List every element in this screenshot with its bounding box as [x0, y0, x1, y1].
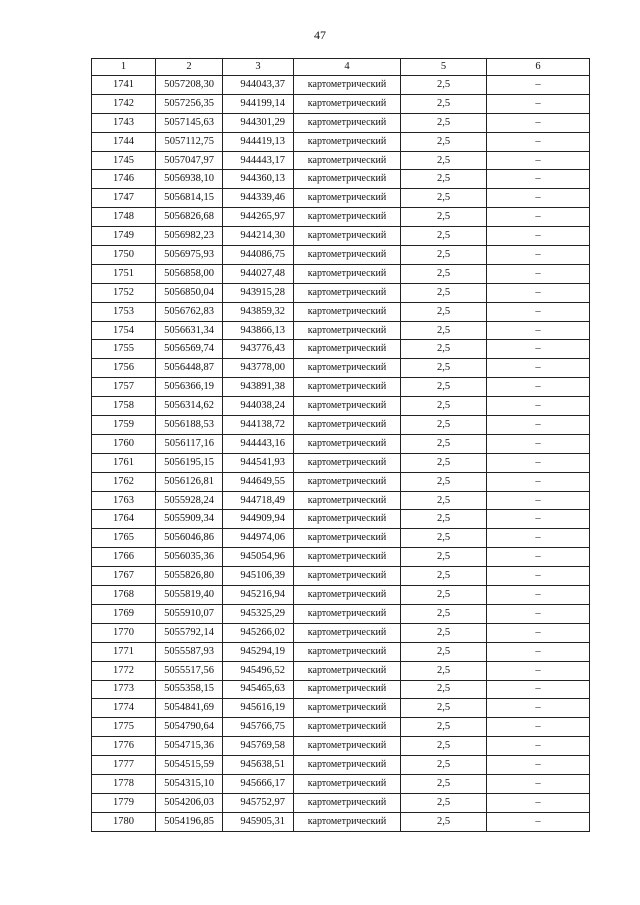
accuracy-cell: 2,5: [401, 264, 487, 283]
table-row: [92, 208, 590, 227]
method-cell: картометрический: [294, 453, 401, 472]
method-cell: картометрический: [294, 378, 401, 397]
method-cell: картометрический: [294, 321, 401, 340]
note-cell: –: [487, 472, 590, 491]
point-number-cell: 1768: [92, 586, 156, 605]
note-cell: –: [487, 113, 590, 132]
point-number-cell: 1767: [92, 567, 156, 586]
x-coordinate-cell: 5057208,30: [156, 76, 223, 95]
table-row: [92, 491, 590, 510]
point-number-cell: 1747: [92, 189, 156, 208]
y-coordinate-cell: 945638,51: [223, 756, 294, 775]
x-coordinate-cell: 5056188,53: [156, 416, 223, 435]
y-coordinate-cell: 943859,32: [223, 302, 294, 321]
table-row: [92, 680, 590, 699]
note-cell: –: [487, 586, 590, 605]
table-row: [92, 94, 590, 113]
accuracy-cell: 2,5: [401, 170, 487, 189]
table-row: [92, 397, 590, 416]
accuracy-cell: 2,5: [401, 189, 487, 208]
x-coordinate-cell: 5056569,74: [156, 340, 223, 359]
accuracy-cell: 2,5: [401, 434, 487, 453]
method-cell: картометрический: [294, 151, 401, 170]
note-cell: –: [487, 642, 590, 661]
accuracy-cell: 2,5: [401, 737, 487, 756]
table-row: [92, 321, 590, 340]
table-row: [92, 359, 590, 378]
point-number-cell: 1744: [92, 132, 156, 151]
accuracy-cell: 2,5: [401, 567, 487, 586]
accuracy-cell: 2,5: [401, 227, 487, 246]
method-cell: картометрический: [294, 359, 401, 378]
point-number-cell: 1746: [92, 170, 156, 189]
x-coordinate-cell: 5055587,93: [156, 642, 223, 661]
table-body: [92, 59, 590, 832]
x-coordinate-cell: 5055928,24: [156, 491, 223, 510]
x-coordinate-cell: 5056858,00: [156, 264, 223, 283]
y-coordinate-cell: 945616,19: [223, 699, 294, 718]
page-number: 47: [314, 28, 326, 42]
note-cell: –: [487, 737, 590, 756]
method-cell: картометрический: [294, 718, 401, 737]
accuracy-cell: 2,5: [401, 94, 487, 113]
x-coordinate-cell: 5057256,35: [156, 94, 223, 113]
note-cell: –: [487, 680, 590, 699]
method-cell: картометрический: [294, 170, 401, 189]
method-cell: картометрический: [294, 529, 401, 548]
note-cell: –: [487, 756, 590, 775]
note-cell: –: [487, 321, 590, 340]
header-cell: 2: [156, 59, 223, 76]
y-coordinate-cell: 944301,29: [223, 113, 294, 132]
y-coordinate-cell: 944086,75: [223, 246, 294, 265]
point-number-cell: 1749: [92, 227, 156, 246]
table-row: [92, 642, 590, 661]
note-cell: –: [487, 302, 590, 321]
method-cell: картометрический: [294, 756, 401, 775]
table-row: [92, 737, 590, 756]
x-coordinate-cell: 5057047,97: [156, 151, 223, 170]
point-number-cell: 1774: [92, 699, 156, 718]
method-cell: картометрический: [294, 264, 401, 283]
y-coordinate-cell: 943778,00: [223, 359, 294, 378]
method-cell: картометрический: [294, 340, 401, 359]
note-cell: –: [487, 548, 590, 567]
x-coordinate-cell: 5056762,83: [156, 302, 223, 321]
table-row: [92, 756, 590, 775]
header-cell: 1: [92, 59, 156, 76]
point-number-cell: 1778: [92, 774, 156, 793]
table-row: [92, 699, 590, 718]
table-row: [92, 340, 590, 359]
coordinates-table: [91, 58, 590, 832]
table-row: [92, 586, 590, 605]
accuracy-cell: 2,5: [401, 623, 487, 642]
method-cell: картометрический: [294, 76, 401, 95]
point-number-cell: 1762: [92, 472, 156, 491]
table-row: [92, 283, 590, 302]
point-number-cell: 1764: [92, 510, 156, 529]
note-cell: –: [487, 208, 590, 227]
x-coordinate-cell: 5055909,34: [156, 510, 223, 529]
y-coordinate-cell: 945216,94: [223, 586, 294, 605]
point-number-cell: 1757: [92, 378, 156, 397]
note-cell: –: [487, 812, 590, 831]
y-coordinate-cell: 944339,46: [223, 189, 294, 208]
note-cell: –: [487, 793, 590, 812]
x-coordinate-cell: 5056826,68: [156, 208, 223, 227]
note-cell: –: [487, 359, 590, 378]
note-cell: –: [487, 378, 590, 397]
y-coordinate-cell: 944038,24: [223, 397, 294, 416]
accuracy-cell: 2,5: [401, 283, 487, 302]
x-coordinate-cell: 5054715,36: [156, 737, 223, 756]
point-number-cell: 1760: [92, 434, 156, 453]
note-cell: –: [487, 76, 590, 95]
method-cell: картометрический: [294, 397, 401, 416]
point-number-cell: 1748: [92, 208, 156, 227]
method-cell: картометрический: [294, 416, 401, 435]
y-coordinate-cell: 943891,38: [223, 378, 294, 397]
note-cell: –: [487, 453, 590, 472]
method-cell: картометрический: [294, 623, 401, 642]
method-cell: картометрический: [294, 737, 401, 756]
note-cell: –: [487, 491, 590, 510]
note-cell: –: [487, 340, 590, 359]
x-coordinate-cell: 5054515,59: [156, 756, 223, 775]
accuracy-cell: 2,5: [401, 529, 487, 548]
table-row: [92, 453, 590, 472]
point-number-cell: 1766: [92, 548, 156, 567]
point-number-cell: 1752: [92, 283, 156, 302]
table-row: [92, 416, 590, 435]
y-coordinate-cell: 944974,06: [223, 529, 294, 548]
point-number-cell: 1769: [92, 604, 156, 623]
method-cell: картометрический: [294, 548, 401, 567]
note-cell: –: [487, 416, 590, 435]
note-cell: –: [487, 283, 590, 302]
x-coordinate-cell: 5056117,16: [156, 434, 223, 453]
method-cell: картометрический: [294, 642, 401, 661]
note-cell: –: [487, 604, 590, 623]
header-cell: 4: [294, 59, 401, 76]
table-row: [92, 132, 590, 151]
accuracy-cell: 2,5: [401, 453, 487, 472]
accuracy-cell: 2,5: [401, 510, 487, 529]
y-coordinate-cell: 944649,55: [223, 472, 294, 491]
accuracy-cell: 2,5: [401, 132, 487, 151]
accuracy-cell: 2,5: [401, 548, 487, 567]
y-coordinate-cell: 945054,96: [223, 548, 294, 567]
method-cell: картометрический: [294, 472, 401, 491]
point-number-cell: 1745: [92, 151, 156, 170]
x-coordinate-cell: 5057112,75: [156, 132, 223, 151]
x-coordinate-cell: 5056195,15: [156, 453, 223, 472]
y-coordinate-cell: 944265,97: [223, 208, 294, 227]
x-coordinate-cell: 5054206,03: [156, 793, 223, 812]
accuracy-cell: 2,5: [401, 246, 487, 265]
note-cell: –: [487, 529, 590, 548]
header-cell: 5: [401, 59, 487, 76]
y-coordinate-cell: 945769,58: [223, 737, 294, 756]
point-number-cell: 1775: [92, 718, 156, 737]
y-coordinate-cell: 944199,14: [223, 94, 294, 113]
table-row: [92, 302, 590, 321]
point-number-cell: 1763: [92, 491, 156, 510]
x-coordinate-cell: 5054315,10: [156, 774, 223, 793]
y-coordinate-cell: 945325,29: [223, 604, 294, 623]
point-number-cell: 1773: [92, 680, 156, 699]
y-coordinate-cell: 944541,93: [223, 453, 294, 472]
point-number-cell: 1780: [92, 812, 156, 831]
method-cell: картометрический: [294, 94, 401, 113]
table-row: [92, 661, 590, 680]
point-number-cell: 1755: [92, 340, 156, 359]
accuracy-cell: 2,5: [401, 208, 487, 227]
accuracy-cell: 2,5: [401, 812, 487, 831]
accuracy-cell: 2,5: [401, 302, 487, 321]
table-row: [92, 774, 590, 793]
method-cell: картометрический: [294, 491, 401, 510]
point-number-cell: 1742: [92, 94, 156, 113]
point-number-cell: 1750: [92, 246, 156, 265]
y-coordinate-cell: 944443,16: [223, 434, 294, 453]
y-coordinate-cell: 943866,13: [223, 321, 294, 340]
point-number-cell: 1759: [92, 416, 156, 435]
table-row: [92, 151, 590, 170]
x-coordinate-cell: 5056850,04: [156, 283, 223, 302]
accuracy-cell: 2,5: [401, 76, 487, 95]
y-coordinate-cell: 945666,17: [223, 774, 294, 793]
table-row: [92, 434, 590, 453]
point-number-cell: 1776: [92, 737, 156, 756]
method-cell: картометрический: [294, 246, 401, 265]
accuracy-cell: 2,5: [401, 586, 487, 605]
x-coordinate-cell: 5055910,07: [156, 604, 223, 623]
x-coordinate-cell: 5056126,81: [156, 472, 223, 491]
header-cell: 3: [223, 59, 294, 76]
note-cell: –: [487, 94, 590, 113]
note-cell: –: [487, 227, 590, 246]
x-coordinate-cell: 5056631,34: [156, 321, 223, 340]
note-cell: –: [487, 661, 590, 680]
method-cell: картометрический: [294, 699, 401, 718]
x-coordinate-cell: 5056366,19: [156, 378, 223, 397]
table-row: [92, 623, 590, 642]
note-cell: –: [487, 567, 590, 586]
y-coordinate-cell: 945266,02: [223, 623, 294, 642]
point-number-cell: 1770: [92, 623, 156, 642]
table-row: [92, 189, 590, 208]
table-row: [92, 567, 590, 586]
note-cell: –: [487, 699, 590, 718]
x-coordinate-cell: 5056035,36: [156, 548, 223, 567]
y-coordinate-cell: 943915,28: [223, 283, 294, 302]
method-cell: картометрический: [294, 283, 401, 302]
point-number-cell: 1761: [92, 453, 156, 472]
note-cell: –: [487, 397, 590, 416]
table-row: [92, 812, 590, 831]
table-row: [92, 264, 590, 283]
table-row: [92, 718, 590, 737]
point-number-cell: 1751: [92, 264, 156, 283]
point-number-cell: 1771: [92, 642, 156, 661]
x-coordinate-cell: 5055358,15: [156, 680, 223, 699]
y-coordinate-cell: 945496,52: [223, 661, 294, 680]
table-row: [92, 227, 590, 246]
x-coordinate-cell: 5055826,80: [156, 567, 223, 586]
table-row: [92, 246, 590, 265]
y-coordinate-cell: 944360,13: [223, 170, 294, 189]
accuracy-cell: 2,5: [401, 491, 487, 510]
note-cell: –: [487, 170, 590, 189]
accuracy-cell: 2,5: [401, 472, 487, 491]
header-cell: 6: [487, 59, 590, 76]
table-row: [92, 76, 590, 95]
point-number-cell: 1758: [92, 397, 156, 416]
method-cell: картометрический: [294, 586, 401, 605]
x-coordinate-cell: 5056982,23: [156, 227, 223, 246]
method-cell: картометрический: [294, 132, 401, 151]
method-cell: картометрический: [294, 208, 401, 227]
y-coordinate-cell: 944909,94: [223, 510, 294, 529]
accuracy-cell: 2,5: [401, 680, 487, 699]
x-coordinate-cell: 5056448,87: [156, 359, 223, 378]
accuracy-cell: 2,5: [401, 321, 487, 340]
note-cell: –: [487, 132, 590, 151]
note-cell: –: [487, 246, 590, 265]
accuracy-cell: 2,5: [401, 756, 487, 775]
x-coordinate-cell: 5054196,85: [156, 812, 223, 831]
note-cell: –: [487, 774, 590, 793]
point-number-cell: 1753: [92, 302, 156, 321]
note-cell: –: [487, 510, 590, 529]
table-row: [92, 472, 590, 491]
accuracy-cell: 2,5: [401, 397, 487, 416]
table-row: [92, 510, 590, 529]
y-coordinate-cell: 945106,39: [223, 567, 294, 586]
accuracy-cell: 2,5: [401, 642, 487, 661]
x-coordinate-cell: 5054790,64: [156, 718, 223, 737]
x-coordinate-cell: 5056814,15: [156, 189, 223, 208]
y-coordinate-cell: 945752,97: [223, 793, 294, 812]
accuracy-cell: 2,5: [401, 793, 487, 812]
accuracy-cell: 2,5: [401, 151, 487, 170]
accuracy-cell: 2,5: [401, 340, 487, 359]
table-row: [92, 113, 590, 132]
point-number-cell: 1756: [92, 359, 156, 378]
x-coordinate-cell: 5055517,56: [156, 661, 223, 680]
point-number-cell: 1741: [92, 76, 156, 95]
y-coordinate-cell: 945766,75: [223, 718, 294, 737]
accuracy-cell: 2,5: [401, 774, 487, 793]
table-header-row: [92, 59, 590, 76]
table-row: [92, 529, 590, 548]
table-row: [92, 604, 590, 623]
x-coordinate-cell: 5055792,14: [156, 623, 223, 642]
method-cell: картометрический: [294, 567, 401, 586]
note-cell: –: [487, 189, 590, 208]
method-cell: картометрический: [294, 189, 401, 208]
method-cell: картометрический: [294, 774, 401, 793]
note-cell: –: [487, 718, 590, 737]
table-row: [92, 793, 590, 812]
y-coordinate-cell: 944043,37: [223, 76, 294, 95]
y-coordinate-cell: 944027,48: [223, 264, 294, 283]
method-cell: картометрический: [294, 793, 401, 812]
x-coordinate-cell: 5057145,63: [156, 113, 223, 132]
table-row: [92, 378, 590, 397]
table-row: [92, 548, 590, 567]
method-cell: картометрический: [294, 113, 401, 132]
point-number-cell: 1772: [92, 661, 156, 680]
point-number-cell: 1765: [92, 529, 156, 548]
method-cell: картометрический: [294, 812, 401, 831]
y-coordinate-cell: 944443,17: [223, 151, 294, 170]
method-cell: картометрический: [294, 680, 401, 699]
y-coordinate-cell: 945294,19: [223, 642, 294, 661]
y-coordinate-cell: 944214,30: [223, 227, 294, 246]
accuracy-cell: 2,5: [401, 661, 487, 680]
method-cell: картометрический: [294, 661, 401, 680]
y-coordinate-cell: 944419,13: [223, 132, 294, 151]
method-cell: картометрический: [294, 434, 401, 453]
method-cell: картометрический: [294, 227, 401, 246]
accuracy-cell: 2,5: [401, 699, 487, 718]
accuracy-cell: 2,5: [401, 604, 487, 623]
point-number-cell: 1743: [92, 113, 156, 132]
accuracy-cell: 2,5: [401, 416, 487, 435]
y-coordinate-cell: 945465,63: [223, 680, 294, 699]
x-coordinate-cell: 5056938,10: [156, 170, 223, 189]
accuracy-cell: 2,5: [401, 113, 487, 132]
accuracy-cell: 2,5: [401, 359, 487, 378]
note-cell: –: [487, 151, 590, 170]
point-number-cell: 1777: [92, 756, 156, 775]
y-coordinate-cell: 945905,31: [223, 812, 294, 831]
note-cell: –: [487, 623, 590, 642]
y-coordinate-cell: 944718,49: [223, 491, 294, 510]
y-coordinate-cell: 944138,72: [223, 416, 294, 435]
x-coordinate-cell: 5056975,93: [156, 246, 223, 265]
method-cell: картометрический: [294, 302, 401, 321]
note-cell: –: [487, 264, 590, 283]
table-row: [92, 170, 590, 189]
y-coordinate-cell: 943776,43: [223, 340, 294, 359]
note-cell: –: [487, 434, 590, 453]
x-coordinate-cell: 5054841,69: [156, 699, 223, 718]
method-cell: картометрический: [294, 510, 401, 529]
accuracy-cell: 2,5: [401, 378, 487, 397]
x-coordinate-cell: 5056314,62: [156, 397, 223, 416]
point-number-cell: 1779: [92, 793, 156, 812]
point-number-cell: 1754: [92, 321, 156, 340]
x-coordinate-cell: 5055819,40: [156, 586, 223, 605]
x-coordinate-cell: 5056046,86: [156, 529, 223, 548]
method-cell: картометрический: [294, 604, 401, 623]
accuracy-cell: 2,5: [401, 718, 487, 737]
